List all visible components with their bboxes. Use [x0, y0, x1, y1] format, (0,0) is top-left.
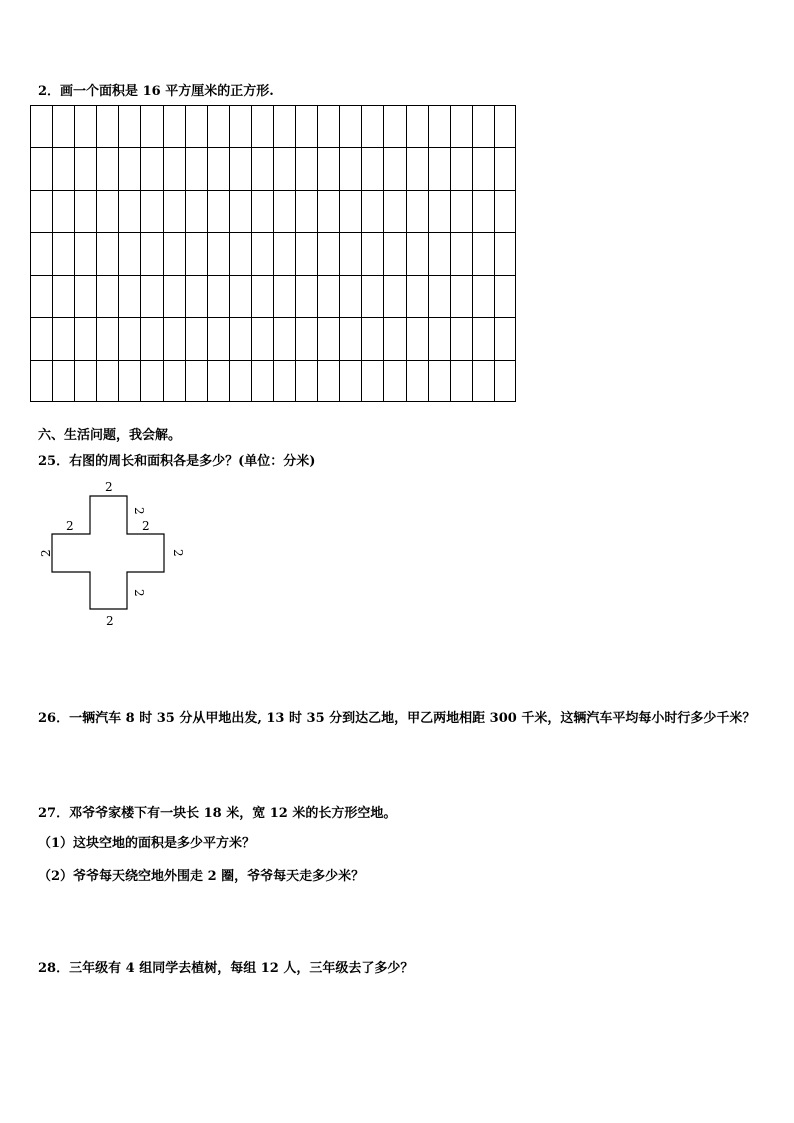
q2-prompt: 2．画一个面积是 16 平方厘米的正方形.: [38, 84, 274, 99]
label-right-end: 2: [171, 549, 185, 557]
q28-prompt: 28．三年级有 4 组同学去植树，每组 12 人，三年级去了多少？: [38, 961, 414, 976]
q27-sub2: （2）爷爷每天绕空地外围走 2 圈，爷爷每天走多少米？: [38, 869, 365, 884]
q27-prompt: 27．邓爷爷家楼下有一块长 18 米，宽 12 米的长方形空地。: [38, 806, 397, 821]
label-right-lower: 2: [132, 589, 146, 597]
cross-figure: [38, 478, 188, 633]
q26-prompt: 26．一辆汽车 8 时 35 分从甲地出发, 13 时 35 分到达乙地，甲乙两地相距 300 千米，这辆汽车平均每小时行多少千米？: [38, 711, 756, 726]
q27-sub1: （1）这块空地的面积是多少平方米？: [38, 836, 256, 851]
label-right-upper: 2: [132, 507, 146, 515]
label-left-end: 2: [39, 549, 53, 557]
drawing-grid[interactable]: [30, 105, 516, 402]
label-bottom: 2: [106, 614, 114, 628]
label-left-arm-top: 2: [66, 519, 74, 533]
section6-title: 六、生活问题，我会解。: [38, 428, 182, 443]
label-top: 2: [105, 480, 113, 494]
q25-prompt: 25．右图的周长和面积各是多少？(单位：分米): [38, 454, 316, 469]
label-right-arm-top: 2: [142, 519, 150, 533]
cross-outline: [52, 496, 164, 609]
